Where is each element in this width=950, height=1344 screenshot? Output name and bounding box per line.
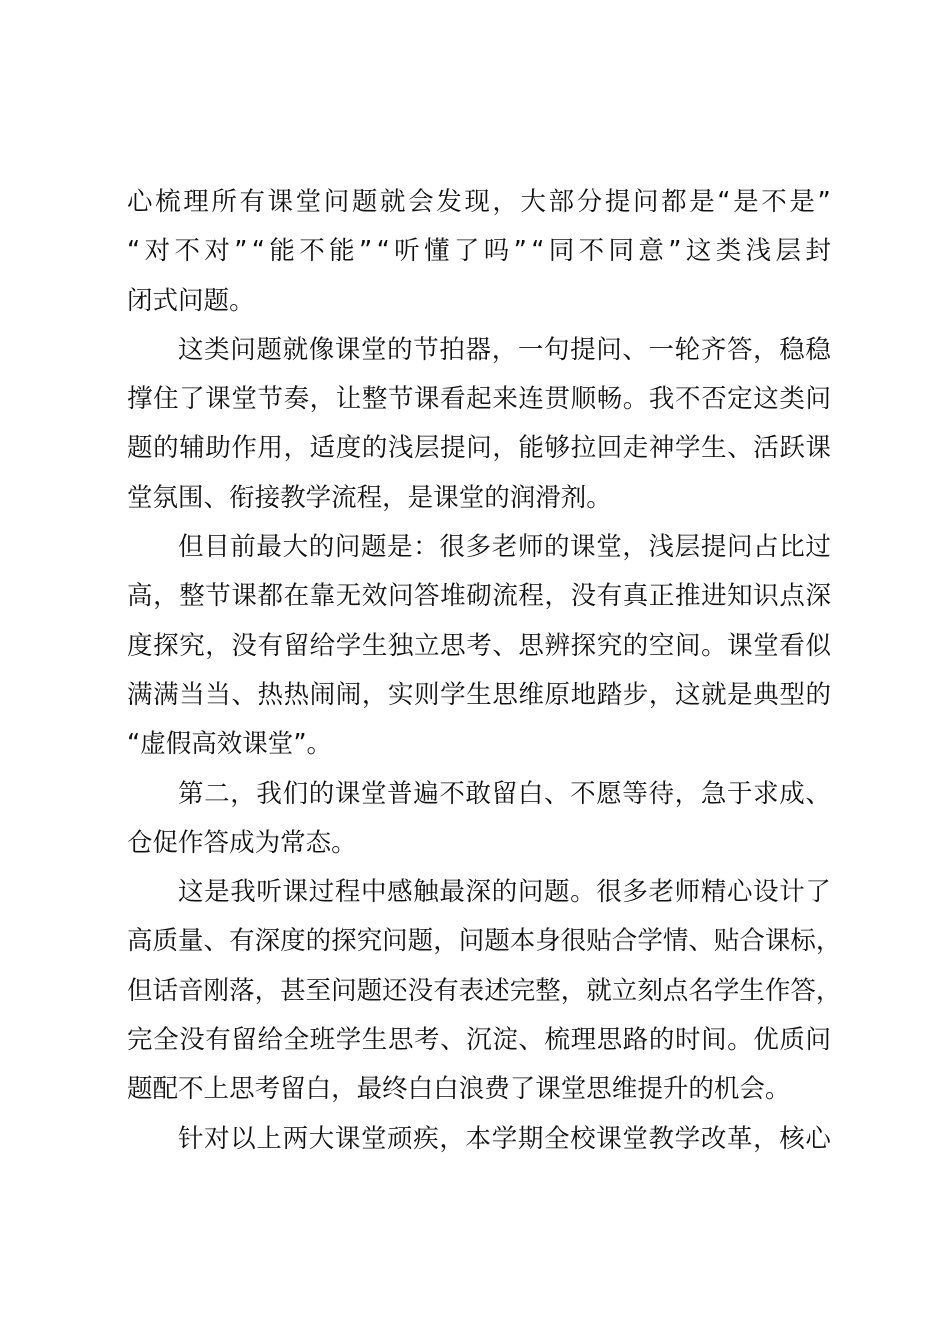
- text-line: 度 探 究 ， 没 有 留 给 学 生 独 立 思 考 、 思 辨 探 究 的 空 间 。 课 堂 看 似: [127, 630, 831, 661]
- text-line: 题 配 不 上 思 考 留 白 ， 最 终 白 白 浪 费 了 课 堂 思 维 提 升 的 机 会 。: [127, 1074, 791, 1105]
- text-line: 心 梳 理 所 有 课 堂 问 题 就 会 发 现 ， 大 部 分 提 问 都 是 “ 是 不 是 ”: [127, 187, 831, 217]
- text-line: 高 ， 整 节 课 都 在 靠 无 效 问 答 堆 砌 流 程 ， 没 有 真 正 推 进 知 识 点 深: [127, 581, 831, 612]
- text-line: 这 是 我 听 课 过 程 中 感 触 最 深 的 问 题 。 很 多 老 师 精 心 设 计 了: [178, 877, 831, 908]
- text-line: 完 全 没 有 留 给 全 班 学 生 思 考 、 沉 淀 、 梳 理 思 路 的 时 间 。 优 质 问: [127, 1025, 831, 1056]
- text-line: 但 话 音 刚 落 ， 甚 至 问 题 还 没 有 表 述 完 整 ， 就 立 刻 点 名 学 生 作 答 ，: [127, 975, 842, 1006]
- text-line: 仓 促 作 答 成 为 常 态 。: [127, 827, 357, 858]
- text-line: 这 类 问 题 就 像 课 堂 的 节 拍 器 ， 一 句 提 问 、 一 轮 齐 答 ， 稳 稳: [178, 334, 831, 365]
- text-line: “ 虚 假 高 效 课 堂 ” 。: [127, 729, 333, 760]
- text-line: 闭 式 问 题 。: [127, 285, 255, 316]
- body-text: [127, 178, 842, 1164]
- text-line: 高 质 量 、 有 深 度 的 探 究 问 题 ， 问 题 本 身 很 贴 合 学 情 、 贴 合 课 标 ，: [127, 926, 842, 957]
- text-line: 针 对 以 上 两 大 课 堂 顽 疾 ， 本 学 期 全 校 课 堂 教 学 改 革 ， 核 心: [178, 1123, 831, 1154]
- text-line: “ 对 不 对 ” “ 能 不 能 ” “ 听 懂 了 吗 ” “ 同 不 同 意 ” 这 类 浅 层 封: [127, 236, 831, 267]
- text-line: 堂 氛 围 、 衔 接 教 学 流 程 ， 是 课 堂 的 润 滑 剂 。: [127, 482, 612, 513]
- text-line: 第 二 ， 我 们 的 课 堂 普 遍 不 敢 留 白 、 不 愿 等 待 ， 急 于 求 成 、: [178, 778, 831, 809]
- text-line: 满 满 当 当 、 热 热 闹 闹 ， 实 则 学 生 思 维 原 地 踏 步 ， 这 就 是 典 型 的: [127, 679, 831, 710]
- text-line: 撑 住 了 课 堂 节 奏 ， 让 整 节 课 看 起 来 连 贯 顺 畅 。 我 不 否 定 这 类 问: [127, 384, 831, 415]
- text-line: 题 的 辅 助 作 用 ， 适 度 的 浅 层 提 问 ， 能 够 拉 回 走 神 学 生 、 活 跃 课: [127, 433, 831, 464]
- text-line: 但 目 前 最 大 的 问 题 是 ： 很 多 老 师 的 课 堂 ， 浅 层 提 问 占 比 过: [178, 532, 831, 563]
